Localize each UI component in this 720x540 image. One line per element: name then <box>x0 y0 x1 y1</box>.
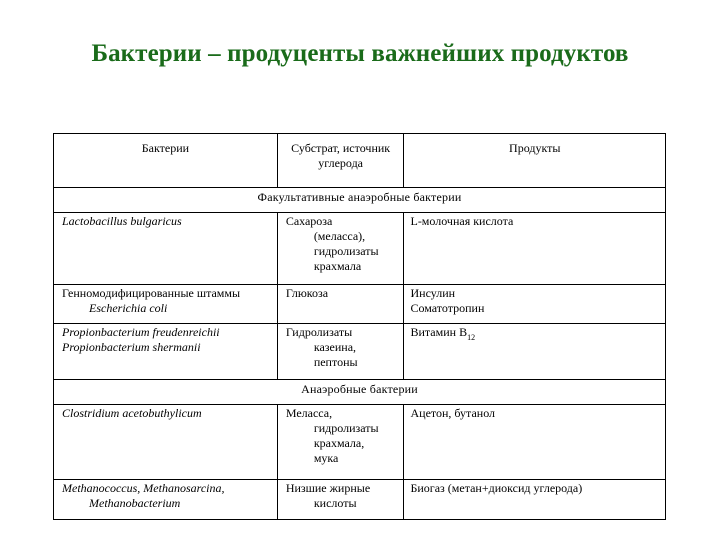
table-row <box>54 405 666 480</box>
substrate-cell <box>277 480 404 520</box>
substrate-cell <box>277 213 404 285</box>
substrate-line: мука <box>313 451 339 465</box>
substrate-cell <box>277 405 404 480</box>
substrate-line: крахмала, <box>313 436 365 450</box>
table-row <box>54 213 666 285</box>
organism-line: Methanobacterium <box>89 496 181 510</box>
substrate-line: гидролизаты <box>313 244 379 258</box>
substrate-line: Низшие жирные <box>285 481 371 495</box>
table-row <box>54 285 666 324</box>
header-substrate <box>277 134 404 188</box>
organism-cell <box>54 213 278 285</box>
organism-line: Propionbacterium freudenreichii <box>62 325 220 339</box>
table-header-row <box>54 134 666 188</box>
section-label: Анаэробные бактерии <box>54 380 666 405</box>
section-row <box>54 188 666 213</box>
organism-line: Propionbacterium shermanii <box>62 340 201 354</box>
organism-line: Clostridium acetobuthylicum <box>62 406 202 420</box>
organism-cell <box>54 285 278 324</box>
organism-cell <box>54 405 278 480</box>
products-cell <box>404 285 666 324</box>
organism-line: Methanococcus, Methanosarcina, <box>62 481 225 495</box>
page-title: Бактерии – продуценты важнейших продуктов <box>91 40 629 67</box>
organism-cell <box>54 324 278 380</box>
product-line: Соматотропин <box>410 301 485 315</box>
products-cell <box>404 213 666 285</box>
substrate-line: крахмала <box>313 259 362 273</box>
substrate-line: Глюкоза <box>285 286 329 300</box>
header-products: Продукты <box>404 134 666 188</box>
vitamin-subscript: 12 <box>467 333 476 342</box>
substrate-line: Сахароза <box>285 214 333 228</box>
product-line: Ацетон, бутанол <box>410 406 496 420</box>
table-row <box>54 480 666 520</box>
header-substrate-line1: Субстрат, источник <box>291 141 391 155</box>
products-cell <box>404 480 666 520</box>
substrate-line: гидролизаты <box>313 421 379 435</box>
substrate-line: Гидролизаты <box>285 325 353 339</box>
products-cell <box>404 405 666 480</box>
substrate-cell <box>277 285 404 324</box>
product-line: Витамин В <box>410 325 468 339</box>
substrate-line: пептоны <box>313 355 358 369</box>
bacteria-table <box>53 133 666 520</box>
substrate-line: Меласса, <box>285 406 333 420</box>
product-line: Биогаз (метан+диоксид углерода) <box>410 481 583 495</box>
substrate-cell <box>277 324 404 380</box>
substrate-line: кислоты <box>313 496 357 510</box>
organism-cell <box>54 480 278 520</box>
substrate-line: (меласса), <box>313 229 366 243</box>
header-bacteria: Бактерии <box>54 134 278 188</box>
section-row <box>54 380 666 405</box>
table-row <box>54 324 666 380</box>
organism-line: Escherichia coli <box>89 301 168 315</box>
product-line: Инсулин <box>410 286 456 300</box>
header-substrate-line2: углерода <box>318 156 363 170</box>
organism-line: Генномодифицированные штаммы <box>62 286 241 300</box>
substrate-line: казеина, <box>313 340 357 354</box>
organism-line: Lactobacillus bulgaricus <box>62 214 182 228</box>
products-cell <box>404 324 666 380</box>
product-line: L-молочная кислота <box>410 214 514 228</box>
section-label: Факультативные анаэробные бактерии <box>54 188 666 213</box>
